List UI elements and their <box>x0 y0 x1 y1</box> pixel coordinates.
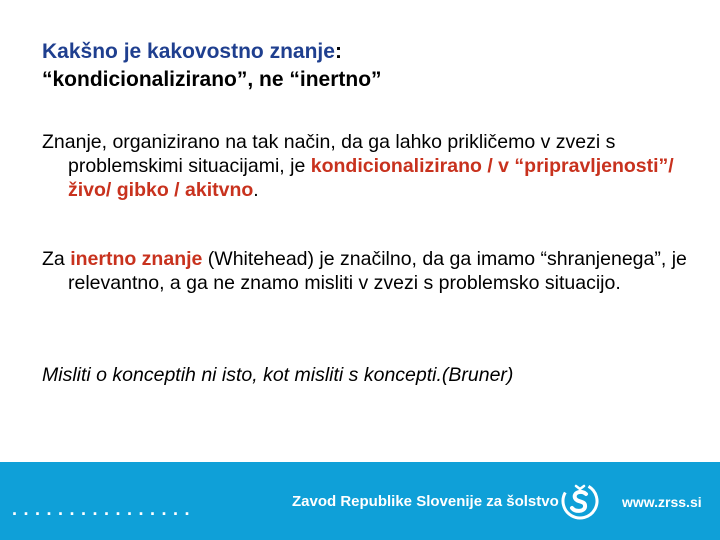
title-line-2: “kondicionalizirano”, ne “inertno” <box>42 68 382 91</box>
slide-title <box>42 38 682 94</box>
title-line-1-colon: : <box>334 40 342 63</box>
footer-organization: Zavod Republike Slovenije za šolstvo <box>292 493 559 510</box>
paragraph-1-highlight: kondicionalizirano / v “pripravljenosti”/ živo/ gibko / akitvno <box>68 155 674 201</box>
title-line-1 <box>42 38 682 66</box>
paragraph-1-text: Znanje, organizirano na tak način, da ga lahko prikličemo v zvezi s problemskimi situacijami, je <box>42 131 616 177</box>
zrss-logo-icon <box>560 481 600 521</box>
footer-dots: ................ <box>12 499 197 519</box>
paragraph-2-text: (Whitehead) je značilno, da ga imamo “shranjenega”, je relevantno, a ga ne znamo misliti v zvezi s problemsko situacijo. <box>68 248 687 294</box>
paragraph-bruner-quote: Misliti o konceptih ni isto, kot misliti s koncepti.(Bruner) <box>42 364 514 386</box>
footer-bar <box>0 462 720 540</box>
paragraph-conditionalized-knowledge <box>42 130 718 202</box>
paragraph-2-highlight: inertno znanje <box>70 248 203 270</box>
footer-url[interactable]: www.zrss.si <box>622 494 702 510</box>
paragraph-1-end: . <box>253 179 259 201</box>
title-line-1-prefix: Kakšno je kakovostno znanje <box>42 40 335 63</box>
paragraph-inert-knowledge <box>42 247 718 295</box>
paragraph-2-start: Za <box>42 248 71 270</box>
